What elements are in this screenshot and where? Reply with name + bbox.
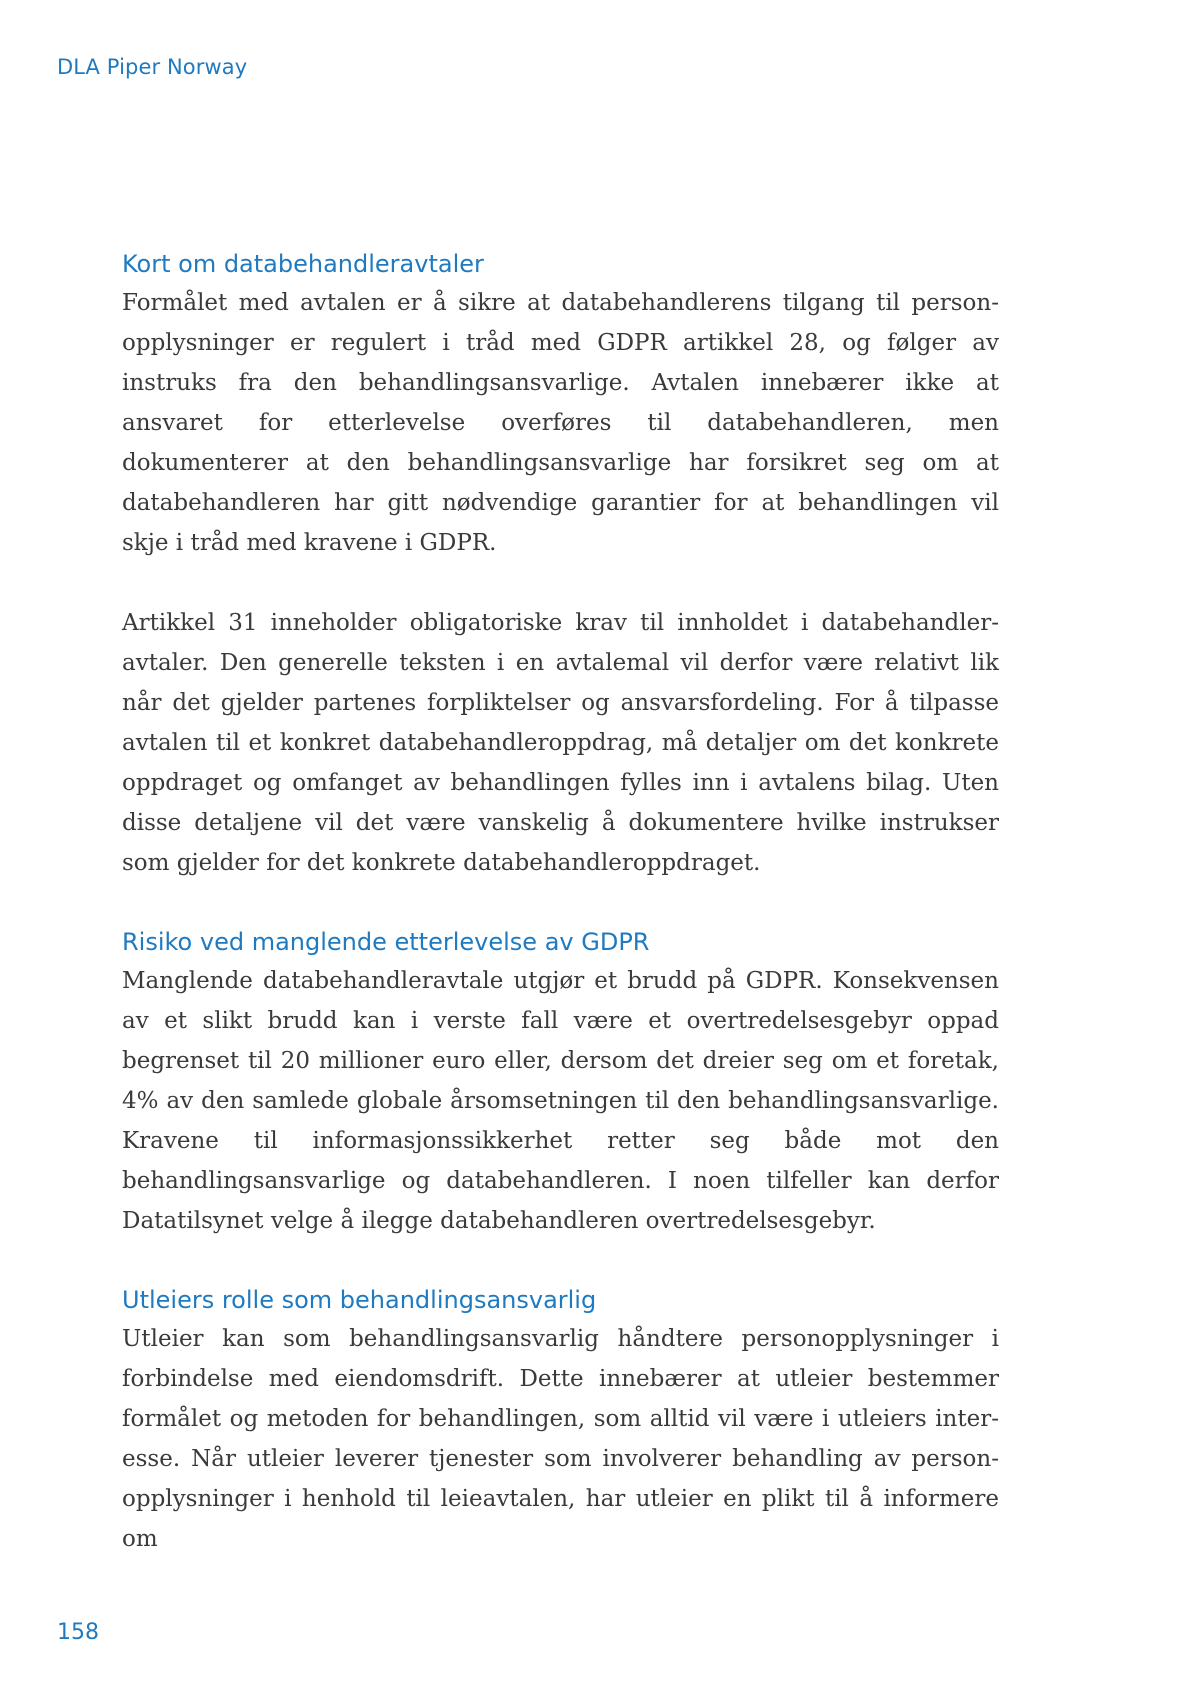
running-header: DLA Piper Norway xyxy=(57,55,248,79)
paragraph: Formålet med avtalen er å sikre at databehandlerens tilgang til personopplysninger er regulert i tråd med GDPR artikkel 28, og følger av instruks fra den behandlingsansvarlige. Avtalen innebærer ikke at ansvaret for etterlevelse overføres til databehandleren, men dokumenterer at den behandlingsansvarlige har forsikret seg om at databehandleren har gitt nødvendige garantier for at behandlingen vil skje i tråd med kravene i GDPR. xyxy=(122,290,999,556)
section-heading-utleiers-rolle: Utleiers rolle som behandlingsansvarlig xyxy=(122,1286,597,1314)
paragraph: Utleier kan som behandlingsansvarlig håndtere personopplysninger i forbindelse med eiendomsdrift. Dette innebærer at utleier bestemmer formålet og metoden for behandlingen, som alltid vil være i utleiers interesse. Når utleier leverer tjenester som involverer behandling av personopplysninger i henhold til leieavtalen, har utleier en plikt til å informere om xyxy=(122,1326,999,1552)
section-heading-databehandleravtaler: Kort om databehandleravtaler xyxy=(122,250,484,278)
page-content xyxy=(122,245,999,1559)
page-number: 158 xyxy=(57,1620,99,1645)
section-heading-risiko: Risiko ved manglende etterlevelse av GDPR xyxy=(122,928,650,956)
paragraph: Artikkel 31 inneholder obligatoriske krav til innholdet i databehandleravtaler. Den generelle teksten i en avtalemal vil derfor være relativt lik når det gjelder partenes forpliktelser og ansvarsfordeling. For å tilpasse avtalen til et konkret databehandleroppdrag, må detaljer om det konkrete oppdraget og omfanget av behandlingen fylles inn i avtalens bilag. Uten disse detaljene vil det være vanskelig å dokumentere hvilke instrukser som gjelder for det konkrete databehandleroppdraget. xyxy=(122,610,999,876)
paragraph: Manglende databehandleravtale utgjør et brudd på GDPR. Konsekvensen av et slikt brudd kan i verste fall være et overtredelsesgebyr oppad begrenset til 20 millioner euro eller, dersom det dreier seg om et foretak, 4% av den samlede globale årsomsetningen til den behandlingsansvarlige. Kravene til informasjonssikkerhet retter seg både mot den behandlingsansvarlige og databehandleren. I noen tilfeller kan derfor Datatilsynet velge å ilegge databehandleren overtredelsesgebyr. xyxy=(122,968,999,1234)
